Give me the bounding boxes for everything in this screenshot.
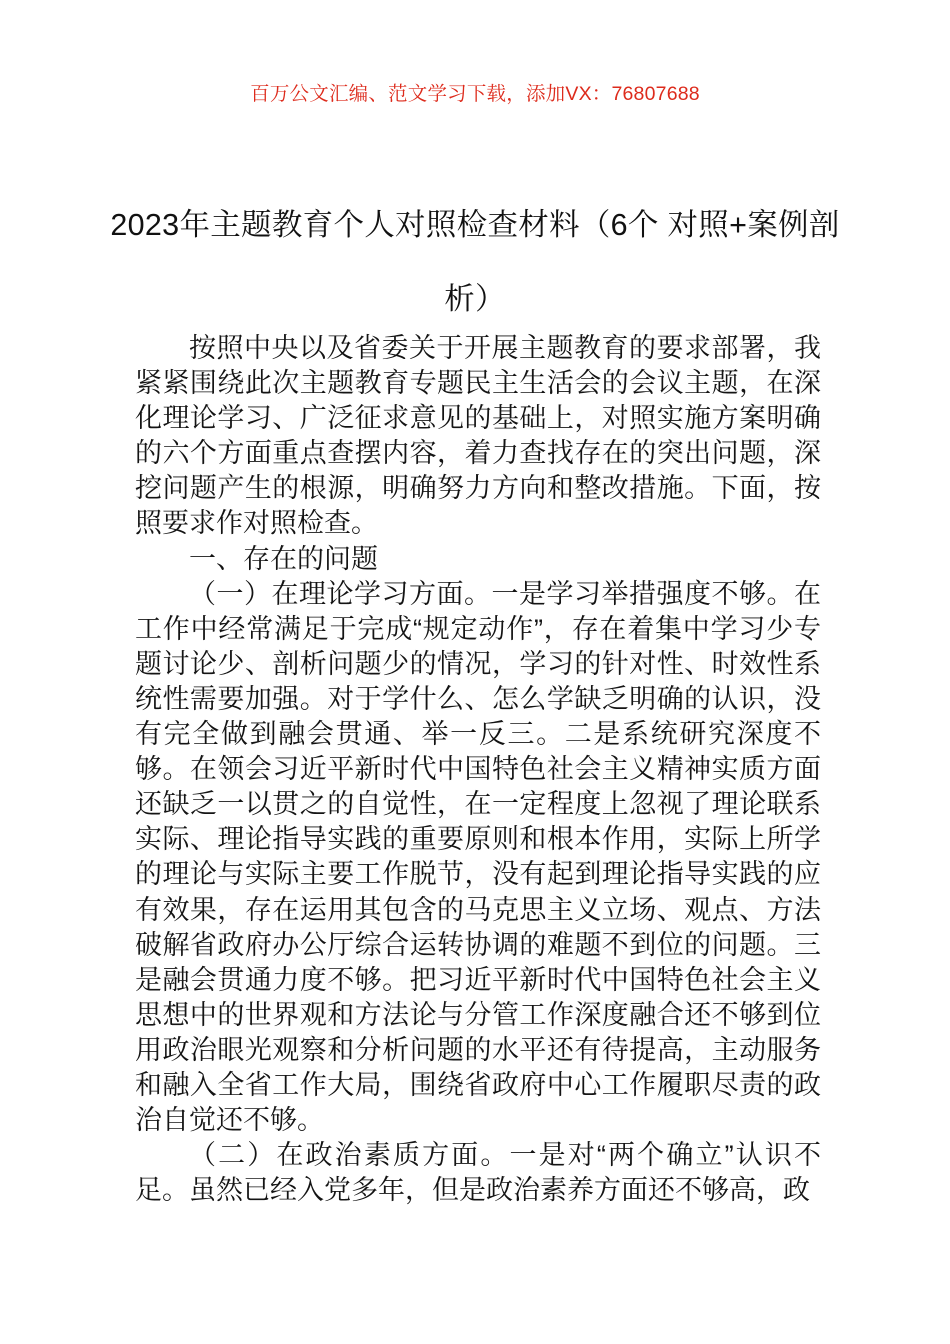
document-body xyxy=(135,331,821,1208)
page-title-line-1: 2023年主题教育个人对照检查材料（6个 xyxy=(110,208,659,243)
section-heading-one: 一、存在的问题 xyxy=(189,543,378,574)
promo-watermark-text: 百万公文汇编、范文学习下载，添加VX：76807688 xyxy=(250,83,700,105)
paragraph-intro: 按照中央以及省委关于开展主题教育的要求部署，我紧紧围绕此次主题教育专题民主生活会的会议主题，在深化理论学习、广泛征求意见的基础上，对照实施方案明确的六个方面重点查摆内容，着力查找存在的突出问题，深挖问题产生的根源，明确努力方向和整改措施。下面，按照要求作对照检查。 xyxy=(135,333,821,539)
page-title xyxy=(108,188,842,336)
paragraph-section-1: （一）在理论学习方面。一是学习举措强度不够。在工作中经常满足于完成“规定动作”，存在着集中学习少专题讨论少、剖析问题少的情况，学习的针对性、时效性系统性需要加强。对于学什么、怎么学缺乏明确的认识，没有完全做到融会贯通、举一反三。二是系统研究深度不够。在领会习近平新时代中国特色社会主义精神实质方面还缺乏一以贯之的自觉性，在一定程度上忽视了理论联系实际、理论指导实践的重要原则和根本作用，实际上所学的理论与实际主要工作脱节，没有起到理论指导实践的应有效果，存在运用其包含的马克思主义立场、观点、方法破解省政府办公厅综合运转协调的难题不到位的问题。三是融会贯通力度不够。把习近平新时代中国特色社会主义思想中的世界观和方法论与分管工作深度融合还不够到位用政治眼光观察和分析问题的水平还有待提高，主动服务和融入全省工作大局，围绕省政府中心工作履职尽责的政治自觉还不够。 xyxy=(135,578,821,1136)
paragraph-section-2: （二）在政治素质方面。一是对“两个确立”认识不足。虽然已经入党多年，但是政治素养方面还不够高，政 xyxy=(135,1140,821,1206)
page-title-line-2: 对照+案例剖析） xyxy=(444,208,840,317)
